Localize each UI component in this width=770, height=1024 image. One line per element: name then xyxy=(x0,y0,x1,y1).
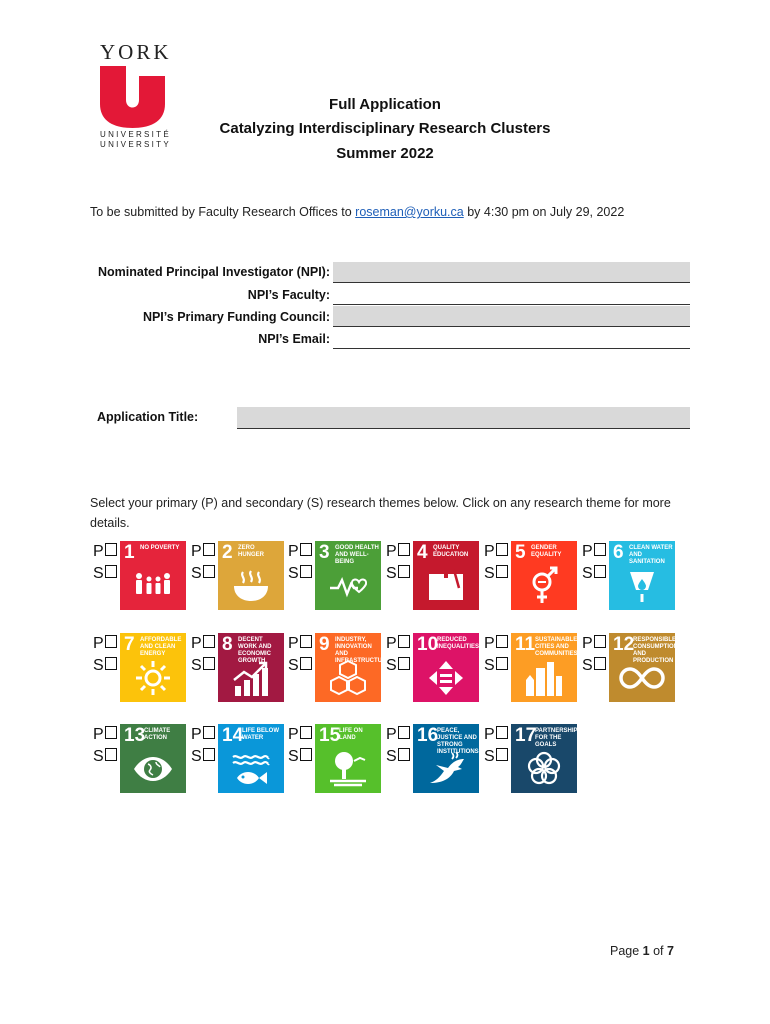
fish-icon xyxy=(231,749,271,789)
cubes-icon xyxy=(328,658,368,698)
sdg-number: 8 xyxy=(222,634,233,655)
theme-cell-17 xyxy=(484,724,580,794)
secondary-mark: S xyxy=(582,565,593,582)
theme-cell-13 xyxy=(93,724,189,794)
logo-university: UNIVERSITY xyxy=(100,140,172,149)
sdg-number: 7 xyxy=(124,634,135,655)
gender-icon xyxy=(524,566,564,606)
theme-instructions: Select your primary (P) and secondary (S) research themes below. Click on any research theme for more details. xyxy=(90,496,671,530)
eye-globe-icon xyxy=(133,749,173,789)
checkbox-icon xyxy=(496,565,508,578)
sdg-number: 17 xyxy=(515,725,537,746)
primary-mark: P xyxy=(93,543,104,560)
secondary-theme-checkbox-9[interactable] xyxy=(288,655,318,677)
secondary-mark: S xyxy=(288,748,299,765)
primary-theme-checkbox-6[interactable] xyxy=(582,541,612,563)
secondary-theme-checkbox-14[interactable] xyxy=(191,746,221,768)
theme-cell-1 xyxy=(93,541,189,611)
theme-cell-12 xyxy=(582,633,678,703)
application-title-field[interactable] xyxy=(237,407,690,429)
sdg-title: PARTNERSHIPS FOR THE GOALS xyxy=(535,728,582,748)
theme-checkboxes xyxy=(484,541,514,585)
equality-icon xyxy=(426,658,466,698)
primary-mark: P xyxy=(191,635,202,652)
checkbox-icon xyxy=(496,748,508,761)
sdg-title: REDUCED INEQUALITIES xyxy=(437,637,480,650)
theme-checkboxes xyxy=(93,633,123,677)
npi-email-field[interactable] xyxy=(333,328,690,349)
people-icon xyxy=(133,566,173,606)
sdg-tile-11[interactable] xyxy=(511,633,577,702)
npi-faculty-label: NPI’s Faculty: xyxy=(247,288,330,302)
secondary-mark: S xyxy=(93,657,104,674)
submission-email-link[interactable]: roseman@yorku.ca xyxy=(355,205,464,219)
npi-funding-council-label: NPI’s Primary Funding Council: xyxy=(142,310,330,324)
checkbox-icon xyxy=(594,657,606,670)
primary-theme-checkbox-7[interactable] xyxy=(93,633,123,655)
submission-instructions xyxy=(90,205,624,219)
npi-funding-council-field[interactable] xyxy=(333,306,690,327)
primary-mark: P xyxy=(93,726,104,743)
checkbox-icon xyxy=(300,543,312,556)
secondary-mark: S xyxy=(386,748,397,765)
secondary-mark: S xyxy=(191,565,202,582)
sdg-title: CLIMATE ACTION xyxy=(144,728,171,741)
bowl-icon xyxy=(231,566,271,606)
secondary-mark: S xyxy=(386,565,397,582)
sdg-tile-7[interactable] xyxy=(120,633,186,702)
theme-checkboxes xyxy=(288,633,318,677)
heartbeat-icon xyxy=(328,566,368,606)
theme-cell-9 xyxy=(288,633,391,703)
sdg-number: 1 xyxy=(124,542,135,563)
primary-theme-checkbox-8[interactable] xyxy=(191,633,221,655)
theme-cell-8 xyxy=(191,633,287,703)
sdg-title: PEACE, JUSTICE AND STRONG INSTITUTIONS xyxy=(437,728,479,755)
secondary-theme-checkbox-15[interactable] xyxy=(288,746,318,768)
sdg-number: 3 xyxy=(319,542,330,563)
checkbox-icon xyxy=(105,635,117,648)
checkbox-icon xyxy=(398,748,410,761)
sdg-title: LIFE BELOW WATER xyxy=(242,728,279,741)
primary-theme-checkbox-2[interactable] xyxy=(191,541,221,563)
theme-cell-14 xyxy=(191,724,287,794)
secondary-theme-checkbox-3[interactable] xyxy=(288,563,318,585)
secondary-mark: S xyxy=(288,565,299,582)
theme-cell-5 xyxy=(484,541,580,611)
secondary-mark: S xyxy=(484,748,495,765)
page-current: 1 xyxy=(642,944,650,958)
secondary-theme-checkbox-11[interactable] xyxy=(484,655,514,677)
sdg-tile-8[interactable] xyxy=(218,633,284,702)
theme-cell-16 xyxy=(386,724,482,794)
sdg-number: 14 xyxy=(222,725,244,746)
sdg-title: NO POVERTY xyxy=(140,545,180,551)
primary-mark: P xyxy=(582,635,593,652)
secondary-theme-checkbox-1[interactable] xyxy=(93,563,123,585)
primary-mark: P xyxy=(484,543,495,560)
application-title-label: Application Title: xyxy=(97,410,199,424)
checkbox-icon xyxy=(203,748,215,761)
checkbox-icon xyxy=(105,543,117,556)
theme-checkboxes xyxy=(191,541,221,585)
npi-faculty-field[interactable] xyxy=(333,284,690,305)
sdg-tile-14[interactable] xyxy=(218,724,284,793)
secondary-theme-checkbox-6[interactable] xyxy=(582,563,612,585)
checkbox-icon xyxy=(496,543,508,556)
sdg-tile-10[interactable] xyxy=(413,633,479,702)
secondary-mark: S xyxy=(191,657,202,674)
document-title: Full Application xyxy=(329,96,441,113)
theme-cell-15 xyxy=(288,724,384,794)
theme-checkboxes xyxy=(582,633,612,677)
theme-checkboxes xyxy=(386,541,416,585)
secondary-theme-checkbox-4[interactable] xyxy=(386,563,416,585)
sdg-number: 2 xyxy=(222,542,233,563)
checkbox-icon xyxy=(203,726,215,739)
sdg-title: QUALITY EDUCATION xyxy=(433,545,469,558)
page-prefix: Page xyxy=(610,944,643,958)
sdg-number: 9 xyxy=(319,634,330,655)
york-logo-wordmark: YORK xyxy=(100,40,172,64)
checkbox-icon xyxy=(203,543,215,556)
sdg-tile-13[interactable] xyxy=(120,724,186,793)
secondary-mark: S xyxy=(93,748,104,765)
sdg-number: 13 xyxy=(124,725,146,746)
secondary-theme-checkbox-16[interactable] xyxy=(386,746,416,768)
checkbox-icon xyxy=(398,635,410,648)
checkbox-icon xyxy=(203,657,215,670)
theme-cell-3 xyxy=(288,541,384,611)
secondary-mark: S xyxy=(582,657,593,674)
checkbox-icon xyxy=(203,565,215,578)
checkbox-icon xyxy=(105,565,117,578)
secondary-theme-checkbox-7[interactable] xyxy=(93,655,123,677)
theme-checkboxes xyxy=(191,633,221,677)
sdg-number: 12 xyxy=(613,634,635,655)
logo-universite: UNIVERSITÉ xyxy=(100,130,172,139)
sdg-title: AFFORDABLE AND CLEAN ENERGY xyxy=(140,637,182,657)
sdg-tile-6[interactable] xyxy=(609,541,675,610)
rings-icon xyxy=(524,749,564,789)
theme-cell-10 xyxy=(386,633,482,703)
primary-theme-checkbox-9[interactable] xyxy=(288,633,318,655)
sdg-title: ZERO HUNGER xyxy=(238,545,265,558)
sdg-number: 10 xyxy=(417,634,439,655)
checkbox-icon xyxy=(496,726,508,739)
primary-theme-checkbox-17[interactable] xyxy=(484,724,514,746)
submission-suffix: by 4:30 pm on July 29, 2022 xyxy=(463,205,625,219)
secondary-theme-checkbox-10[interactable] xyxy=(386,655,416,677)
primary-mark: P xyxy=(93,635,104,652)
primary-mark: P xyxy=(484,726,495,743)
theme-checkboxes xyxy=(582,541,612,585)
tree-icon xyxy=(328,749,368,789)
primary-theme-checkbox-16[interactable] xyxy=(386,724,416,746)
sun-icon xyxy=(133,658,173,698)
primary-mark: P xyxy=(582,543,593,560)
checkbox-icon xyxy=(300,657,312,670)
primary-theme-checkbox-10[interactable] xyxy=(386,633,416,655)
checkbox-icon xyxy=(300,726,312,739)
npi-name-label: Nominated Principal Investigator (NPI): xyxy=(98,265,330,279)
sdg-number: 15 xyxy=(319,725,341,746)
secondary-theme-checkbox-2[interactable] xyxy=(191,563,221,585)
primary-mark: P xyxy=(386,726,397,743)
sdg-title: INDUSTRY, INNOVATION AND INFRASTRUCTURE xyxy=(335,637,391,664)
sdg-title: GOOD HEALTH AND WELL-BEING xyxy=(335,545,379,565)
checkbox-icon xyxy=(105,657,117,670)
book-icon xyxy=(426,566,466,606)
checkbox-icon xyxy=(203,635,215,648)
primary-mark: P xyxy=(191,726,202,743)
primary-theme-checkbox-14[interactable] xyxy=(191,724,221,746)
sdg-title: RESPONSIBLE CONSUMPTION AND PRODUCTION xyxy=(633,637,678,664)
npi-name-field[interactable] xyxy=(333,262,690,283)
checkbox-icon xyxy=(105,726,117,739)
sdg-tile-3[interactable] xyxy=(315,541,381,610)
primary-mark: P xyxy=(386,635,397,652)
primary-mark: P xyxy=(288,635,299,652)
sdg-number: 11 xyxy=(515,634,536,655)
theme-cell-11 xyxy=(484,633,580,703)
checkbox-icon xyxy=(105,748,117,761)
sdg-tile-15[interactable] xyxy=(315,724,381,793)
primary-theme-checkbox-15[interactable] xyxy=(288,724,318,746)
checkbox-icon xyxy=(398,657,410,670)
checkbox-icon xyxy=(398,565,410,578)
water-icon xyxy=(622,566,662,606)
primary-mark: P xyxy=(191,543,202,560)
growth-chart-icon xyxy=(231,658,271,698)
page-total: 7 xyxy=(667,944,674,958)
sdg-tile-9[interactable] xyxy=(315,633,391,702)
primary-theme-checkbox-5[interactable] xyxy=(484,541,514,563)
theme-checkboxes xyxy=(191,724,221,768)
primary-mark: P xyxy=(484,635,495,652)
sdg-tile-17[interactable] xyxy=(511,724,582,793)
primary-theme-checkbox-4[interactable] xyxy=(386,541,416,563)
sdg-tile-16[interactable] xyxy=(413,724,479,793)
theme-cell-2 xyxy=(191,541,287,611)
sdg-number: 16 xyxy=(417,725,439,746)
secondary-mark: S xyxy=(191,748,202,765)
secondary-theme-checkbox-8[interactable] xyxy=(191,655,221,677)
page-number xyxy=(610,944,674,958)
secondary-theme-checkbox-5[interactable] xyxy=(484,563,514,585)
checkbox-icon xyxy=(594,543,606,556)
sdg-tile-4[interactable] xyxy=(413,541,479,610)
secondary-mark: S xyxy=(386,657,397,674)
secondary-mark: S xyxy=(484,657,495,674)
checkbox-icon xyxy=(300,748,312,761)
primary-mark: P xyxy=(288,543,299,560)
checkbox-icon xyxy=(496,657,508,670)
primary-theme-checkbox-3[interactable] xyxy=(288,541,318,563)
theme-checkboxes xyxy=(386,724,416,768)
secondary-mark: S xyxy=(484,565,495,582)
sdg-title: DECENT WORK AND ECONOMIC GROWTH xyxy=(238,637,272,664)
primary-theme-checkbox-13[interactable] xyxy=(93,724,123,746)
checkbox-icon xyxy=(496,635,508,648)
sdg-tile-1[interactable] xyxy=(120,541,186,610)
primary-mark: P xyxy=(288,726,299,743)
secondary-theme-checkbox-13[interactable] xyxy=(93,746,123,768)
secondary-mark: S xyxy=(288,657,299,674)
sdg-title: SUSTAINABLE CITIES AND COMMUNITIES xyxy=(535,637,578,657)
primary-theme-checkbox-1[interactable] xyxy=(93,541,123,563)
checkbox-icon xyxy=(398,726,410,739)
sdg-number: 4 xyxy=(417,542,428,563)
theme-cell-7 xyxy=(93,633,189,703)
sdg-tile-5[interactable] xyxy=(511,541,577,610)
sdg-tile-2[interactable] xyxy=(218,541,284,610)
dove-icon xyxy=(426,749,466,789)
checkbox-icon xyxy=(300,635,312,648)
sdg-title: CLEAN WATER AND SANITATION xyxy=(629,545,673,565)
sdg-number: 5 xyxy=(515,542,526,563)
secondary-theme-checkbox-12[interactable] xyxy=(582,655,612,677)
theme-checkboxes xyxy=(288,541,318,585)
theme-cell-6 xyxy=(582,541,678,611)
theme-cell-4 xyxy=(386,541,482,611)
primary-theme-checkbox-12[interactable] xyxy=(582,633,612,655)
checkbox-icon xyxy=(398,543,410,556)
checkbox-icon xyxy=(594,565,606,578)
document-subtitle: Catalyzing Interdisciplinary Research Clusters xyxy=(219,120,551,137)
secondary-theme-checkbox-17[interactable] xyxy=(484,746,514,768)
theme-checkboxes xyxy=(484,633,514,677)
sdg-tile-12[interactable] xyxy=(609,633,678,702)
theme-checkboxes xyxy=(288,724,318,768)
sdg-title: LIFE ON LAND xyxy=(339,728,363,741)
npi-email-label: NPI’s Email: xyxy=(258,332,330,346)
theme-checkboxes xyxy=(93,541,123,585)
submission-prefix: To be submitted by Faculty Research Offices to xyxy=(90,205,356,219)
checkbox-icon xyxy=(594,635,606,648)
sdg-number: 6 xyxy=(613,542,624,563)
primary-theme-checkbox-11[interactable] xyxy=(484,633,514,655)
checkbox-icon xyxy=(300,565,312,578)
secondary-mark: S xyxy=(93,565,104,582)
infinity-icon xyxy=(622,658,662,698)
page-of: of xyxy=(649,944,667,958)
theme-checkboxes xyxy=(484,724,514,768)
theme-checkboxes xyxy=(386,633,416,677)
primary-mark: P xyxy=(386,543,397,560)
theme-checkboxes xyxy=(93,724,123,768)
city-icon xyxy=(524,658,564,698)
document-term: Summer 2022 xyxy=(336,145,434,162)
sdg-title: GENDER EQUALITY xyxy=(531,545,562,558)
